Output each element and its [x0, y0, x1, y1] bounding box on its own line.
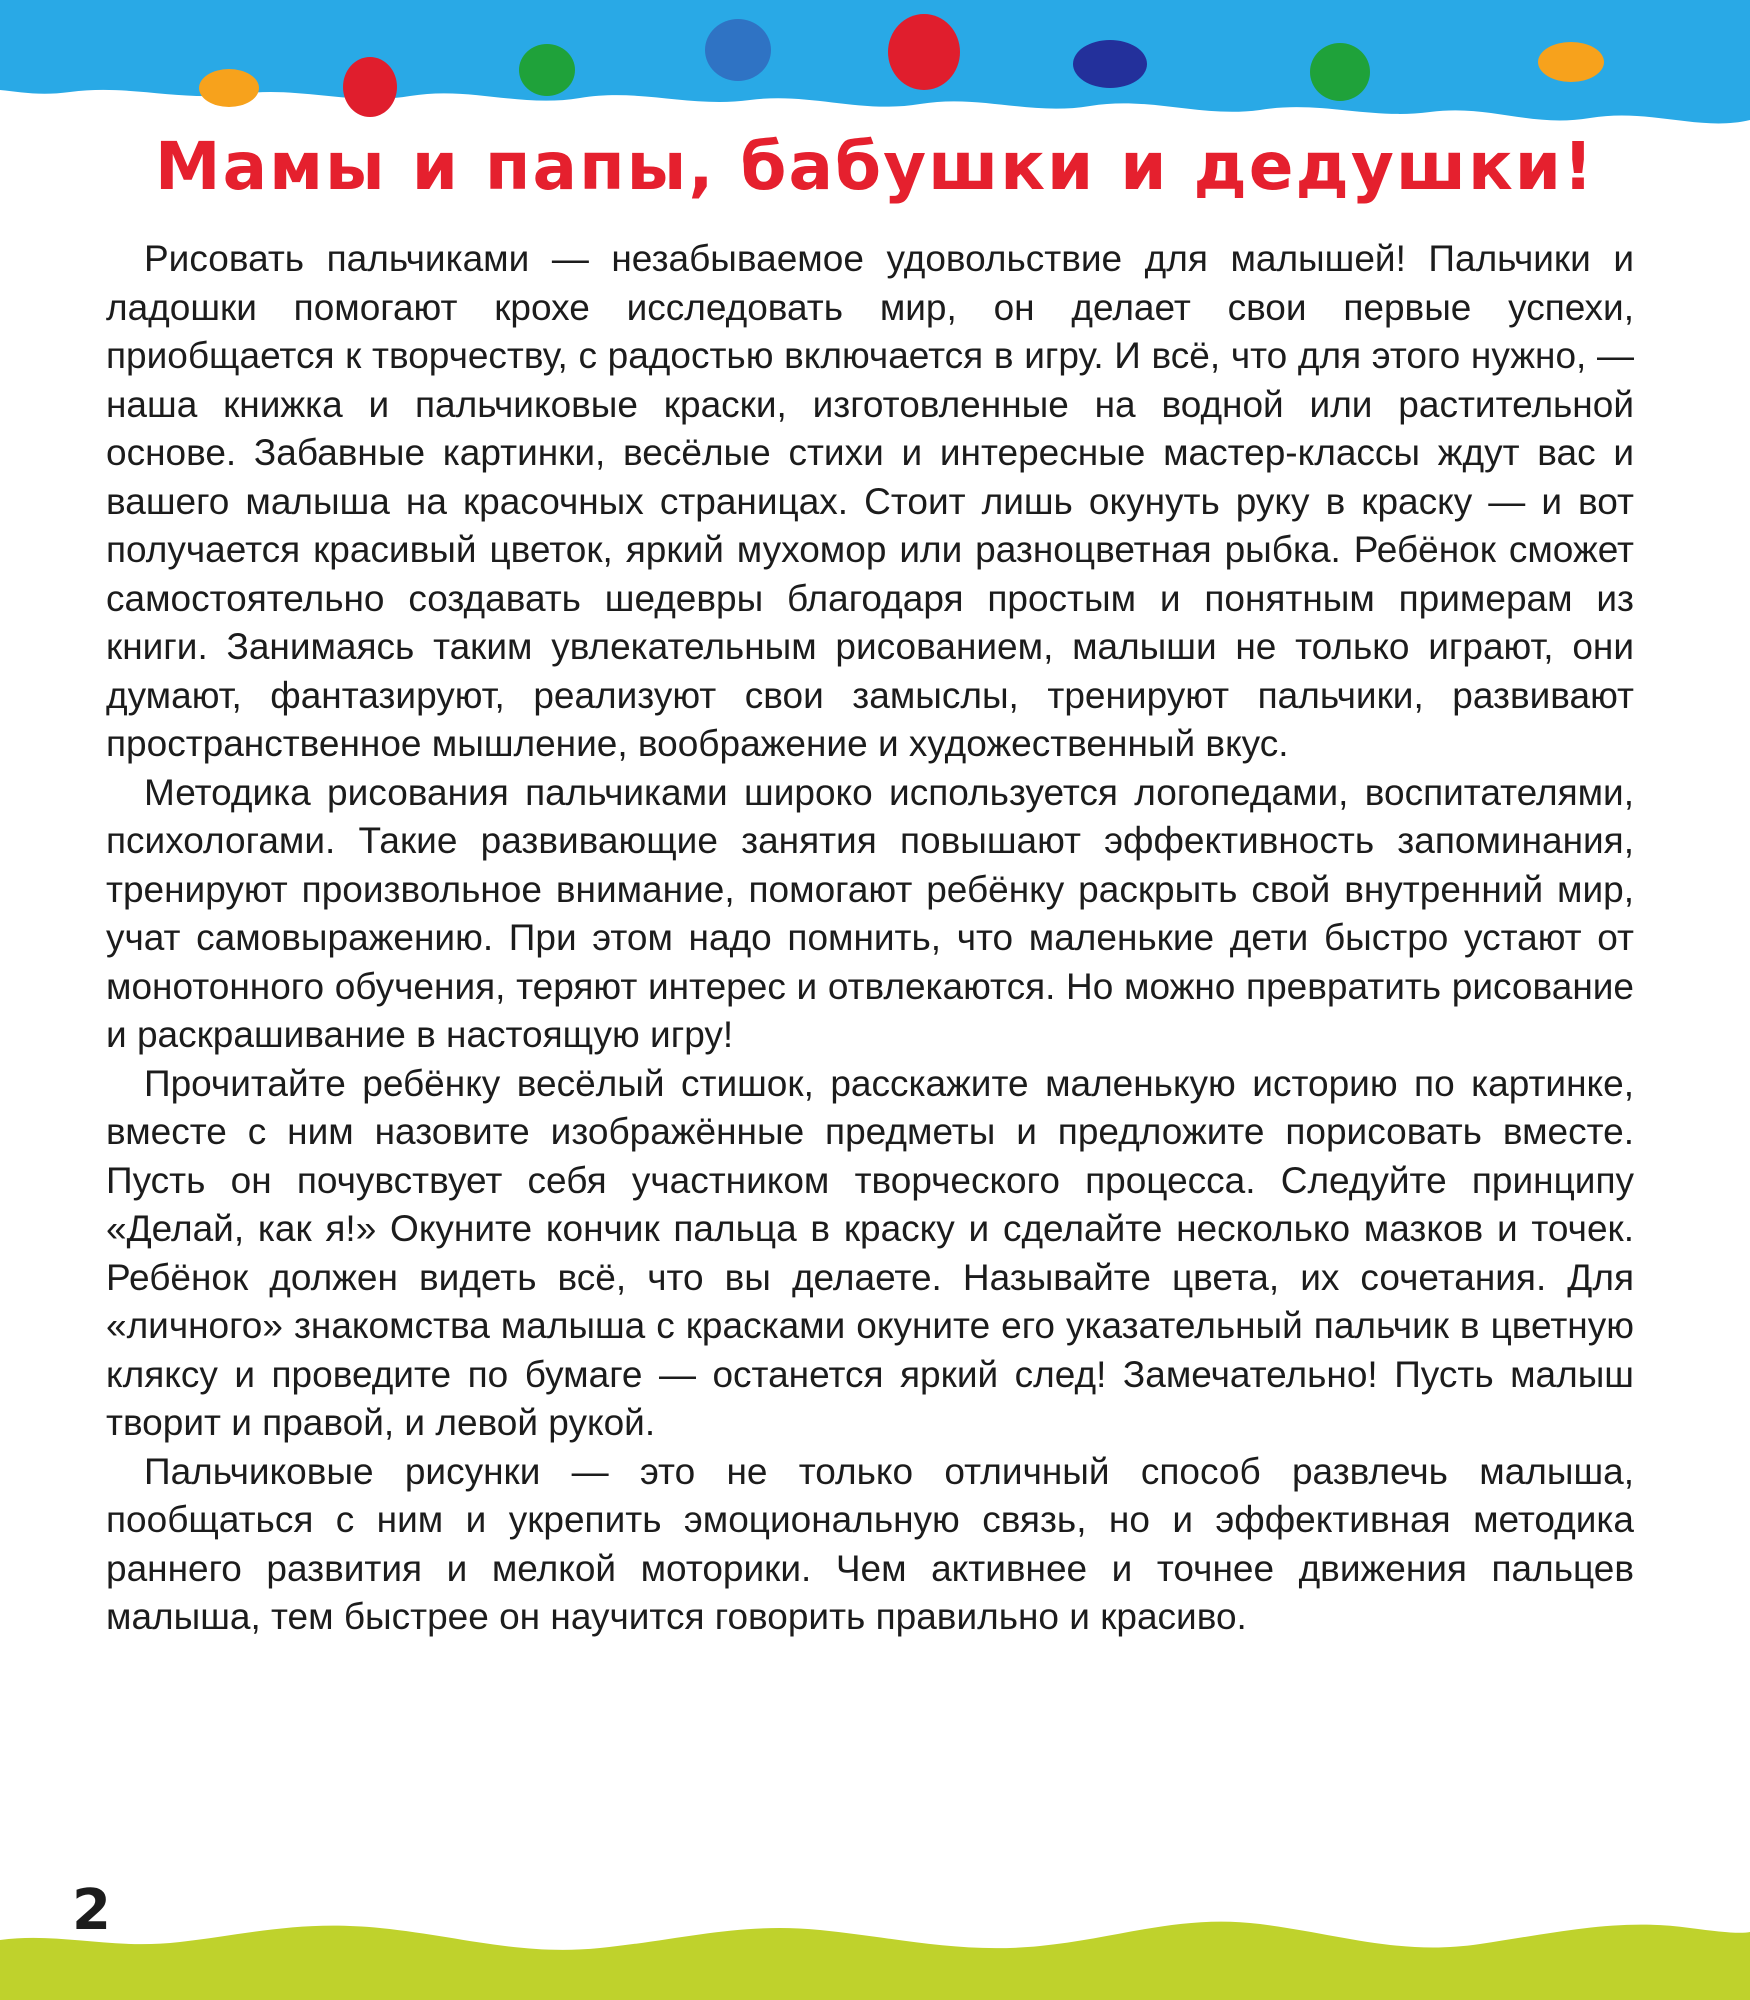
paint-dot-orange [199, 69, 259, 107]
paragraph-2: Методика рисования пальчиками широко используется логопедами, воспитателями, психологами. Такие развивающие занятия повышают эффективность запоминания, тренируют произвольное внимание, помогают ребёнку раскрыть свой внутренний мир, учат самовыражению. При этом надо помнить, что маленькие дети быстро устают от монотонного обучения, теряют интерес и отвлекаются. Но можно превратить рисование и раскрашивание в настоящую игру! [106, 771, 1634, 1055]
paint-dot-red-large [888, 14, 960, 90]
sky-wave [0, 0, 1750, 123]
grass-wave [0, 1922, 1750, 2000]
article-body [106, 235, 1634, 1642]
page-title: Мамы и папы, бабушки и дедушки! [154, 128, 1596, 205]
paragraph-4: Пальчиковые рисунки — это не только отличный способ развлечь малыша, пообщаться с ним и укрепить эмоциональную связь, но и эффективная методика раннего развития и мелкой моторики. Чем активнее и точнее движения пальцев малыша, тем быстрее он научится говорить правильно и красиво. [106, 1450, 1634, 1637]
paint-dot-red [343, 57, 397, 117]
paint-dot-green [519, 44, 575, 96]
paint-dot-blue [705, 19, 771, 81]
page-number: 2 [72, 1878, 111, 1943]
paragraph-3: Прочитайте ребёнку весёлый стишок, расскажите маленькую историю по картинке, вместе с ним назовите изображённые предметы и предложите порисовать вместе. Пусть он почувствует себя участником творческого процесса. Следуйте принципу «Делай, как я!» Окуните кончик пальца в краску и сделайте несколько мазков и точек. Ребёнок должен видеть всё, что вы делаете. Называйте цвета, их сочетания. Для «личного» знакомства малыша с красками окуните его указательный пальчик в цветную кляксу и проведите по бумаге — останется яркий след! Замечательно! Пусть малыш творит и правой, и левой рукой. [106, 1062, 1634, 1443]
grass-strip [0, 1870, 1750, 2000]
paint-dot-orange-right [1538, 42, 1604, 82]
paint-dot-green-right [1310, 43, 1370, 101]
paragraph-1: Рисовать пальчиками — незабываемое удовольствие для малышей! Пальчики и ладошки помогают крохе исследовать мир, он делает свои первые успехи, приобщается к творчеству, с радостью включается в игру. И всё, что для этого нужно, — наша книжка и пальчиковые краски, изготовленные на водной или растительной основе. Забавные картинки, весёлые стихи и интересные мастер-классы ждут вас и вашего малыша на красочных страницах. Стоит лишь окунуть руку в краску — и вот получается красивый цветок, яркий мухомор или разноцветная рыбка. Ребёнок сможет самостоятельно создавать шедевры благодаря простым и понятным примерам из книги. Занимаясь таким увлекательным рисованием, малыши не только играют, они думают, фантазируют, реализуют свои замыслы, тренируют пальчики, развивают пространственное мышление, воображение и художественный вкус. [106, 238, 1634, 764]
paint-dot-navy [1073, 40, 1147, 88]
